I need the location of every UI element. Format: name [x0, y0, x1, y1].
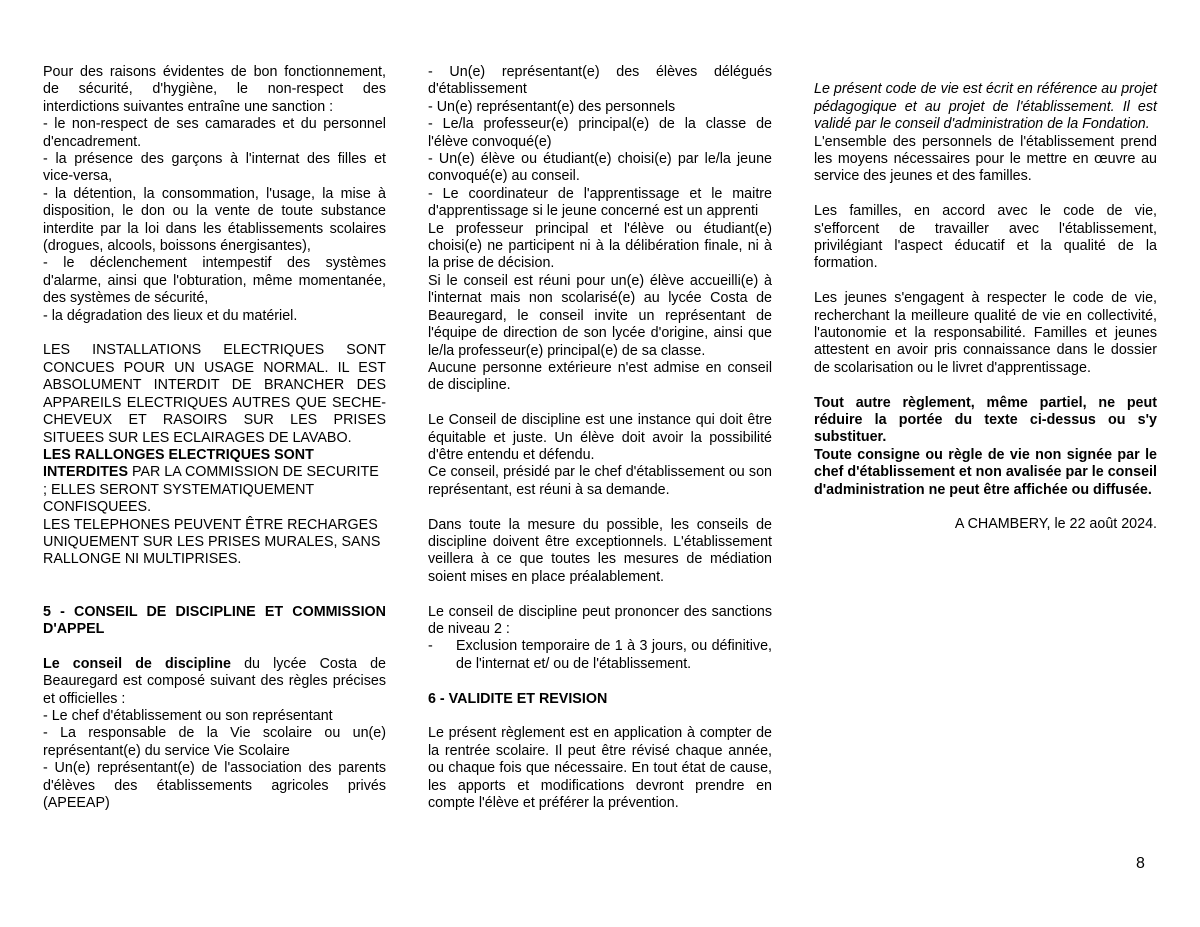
sanction-item — [428, 638, 772, 673]
list-item: - la détention, la consommation, l'usage, la mise à disposition, le don ou la vente de toute substance interdite par la loi dans les établissements scolaires (drogues, alcools, boissons énergisantes), — [43, 185, 386, 255]
paragraph: Les jeunes s'engagent à respecter le code de vie, recherchant la meilleure qualité de vie en collectivité, l'autonomie et la responsabilité. Familles et jeunes attestent en avoir pris connaissance dans le dossier de scolarisation ou le livret d'apprentissage. — [814, 290, 1157, 376]
list-item: - la présence des garçons à l'internat des filles et vice-versa, — [43, 151, 386, 185]
paragraph: Dans toute la mesure du possible, les conseils de discipline doivent être exceptionnels. L'établissement veillera à ce que toutes les mesures de médiation soient mises en place préalablement. — [428, 516, 772, 585]
paragraph: Le professeur principal et l'élève ou étudiant(e) choisi(e) ne participent ni à la délibération finale, ni à la prise de décision. — [428, 220, 772, 272]
conseil-bold: Le conseil de discipline — [43, 655, 231, 672]
member-item: - Le/la professeur(e) principal(e) de la classe de l'élève convoqué(e) — [428, 116, 772, 150]
rallonges-notice — [43, 447, 386, 517]
member-item: - Le coordinateur de l'apprentissage et le maitre d'apprentissage si le jeune concerné est un apprenti — [428, 185, 772, 220]
list-item: - le non-respect de ses camarades et du personnel d'encadrement. — [43, 116, 386, 150]
sanction-text: Exclusion temporaire de 1 à 3 jours, ou définitive, de l'internat et/ ou de l'établissement. — [456, 638, 772, 672]
rallonges-bold: LES RALLONGES ELECTRIQUES SONT INTERDITES — [43, 446, 314, 481]
member-item: - Un(e) représentant(e) des personnels — [428, 98, 676, 115]
member-item: - Un(e) représentant(e) des élèves délégués d'établissement — [428, 64, 772, 98]
column-right — [814, 64, 1157, 534]
paragraph: Aucune personne extérieure n'est admise en conseil de discipline. — [428, 359, 772, 394]
paragraph: Les familles, en accord avec le code de vie, s'efforcent de travailler avec l'établissement, privilégiant l'aspect éducatif et la qualité de la formation. — [814, 203, 1157, 272]
column-middle — [428, 64, 772, 812]
bold-clause: Tout autre règlement, même partiel, ne peut réduire la portée du texte ci-dessus ou s'y substituer. — [814, 394, 1157, 446]
dash-mark: - — [428, 638, 433, 655]
rallonges-rest: PAR LA COMMISSION DE SECURITE ; ELLES SERONT SYSTEMATIQUEMENT CONFISQUEES. — [43, 464, 379, 516]
member-item: - Le chef d'établissement ou son représentant — [43, 707, 333, 724]
member-item: - Un(e) élève ou étudiant(e) choisi(e) par le/la jeune convoqué(e) au conseil. — [428, 151, 772, 185]
conseil-rest: du lycée Costa de Beauregard est composé suivant des règles précises et officielles : — [43, 655, 386, 707]
paragraph: L'ensemble des personnels de l'établissement prend les moyens nécessaires pour le mettre en œuvre au service des jeunes et des familles. — [814, 133, 1157, 185]
list-item: - le déclenchement intempestif des systèmes d'alarme, ainsi que l'obturation, même momentanée, des systèmes de sécurité, — [43, 255, 386, 307]
list-item: - la dégradation des lieux et du matériel. — [43, 307, 298, 324]
electric-notice: LES INSTALLATIONS ELECTRIQUES SONT CONCUES POUR UN USAGE NORMAL. IL EST ABSOLUMENT INTERDIT DE BRANCHER DES APPAREILS ELECTRIQUES AUTRES QUE SECHE-CHEVEUX ET RASOIRS SUR LES PRISES SITUEES SUR LES ECLAIRAGES DE LAVABO. — [43, 342, 386, 446]
section-6-title: 6 - VALIDITE ET REVISION — [428, 690, 608, 707]
member-item: - Un(e) représentant(e) de l'association des parents d'élèves des établissements agricoles privés (APEEAP) — [43, 760, 386, 811]
section-5-title: 5 - CONSEIL DE DISCIPLINE ET COMMISSION D'APPEL — [43, 603, 386, 637]
paragraph: Si le conseil est réuni pour un(e) élève accueilli(e) à l'internat mais non scolarisé(e) au lycée Costa de Beauregard, le conseil invite un représentant de l'équipe de direction de son lycée d'origine, ainsi que le/la professeur(e) principal(e) de sa classe. — [428, 272, 772, 359]
paragraph: Le Conseil de discipline est une instance qui doit être équitable et juste. Un élève doit avoir la possibilité d'être entendu et défendu. — [428, 412, 772, 463]
phones-notice: LES TELEPHONES PEUVENT ÊTRE RECHARGES UNIQUEMENT SUR LES PRISES MURALES, SANS RALLONGE NI MULTIPRISES. — [43, 516, 381, 568]
signature-date: A CHAMBERY, le 22 août 2024. — [954, 516, 1157, 533]
column-left — [43, 64, 386, 812]
bold-clause: Toute consigne ou règle de vie non signée par le chef d'établissement et non avalisée par le conseil d'administration ne peut être affichée ou diffusée. — [814, 446, 1157, 498]
code-reference: Le présent code de vie est écrit en référence au projet pédagogique et au projet de l'établissement. Il est validé par le conseil d'administration de la Fondation. — [814, 81, 1157, 133]
paragraph: Le présent règlement est en application à compter de la rentrée scolaire. Il peut être révisé chaque année, ou chaque fois que nécessaire. En tout état de cause, les apports et modifications devront prendre en compte l'élève et préférer la prévention. — [428, 725, 772, 811]
paragraph: Ce conseil, présidé par le chef d'établissement ou son représentant, est réuni à sa demande. — [428, 464, 772, 498]
member-item: - La responsable de la Vie scolaire ou un(e) représentant(e) du service Vie Scolaire — [43, 725, 386, 759]
conseil-composition — [43, 656, 386, 708]
page-number: 8 — [1136, 855, 1145, 872]
paragraph: Le conseil de discipline peut prononcer des sanctions de niveau 2 : — [428, 603, 772, 637]
sanctions-intro: Pour des raisons évidentes de bon fonctionnement, de sécurité, d'hygiène, le non-respect des interdictions suivantes entraîne une sanction : — [43, 64, 386, 115]
